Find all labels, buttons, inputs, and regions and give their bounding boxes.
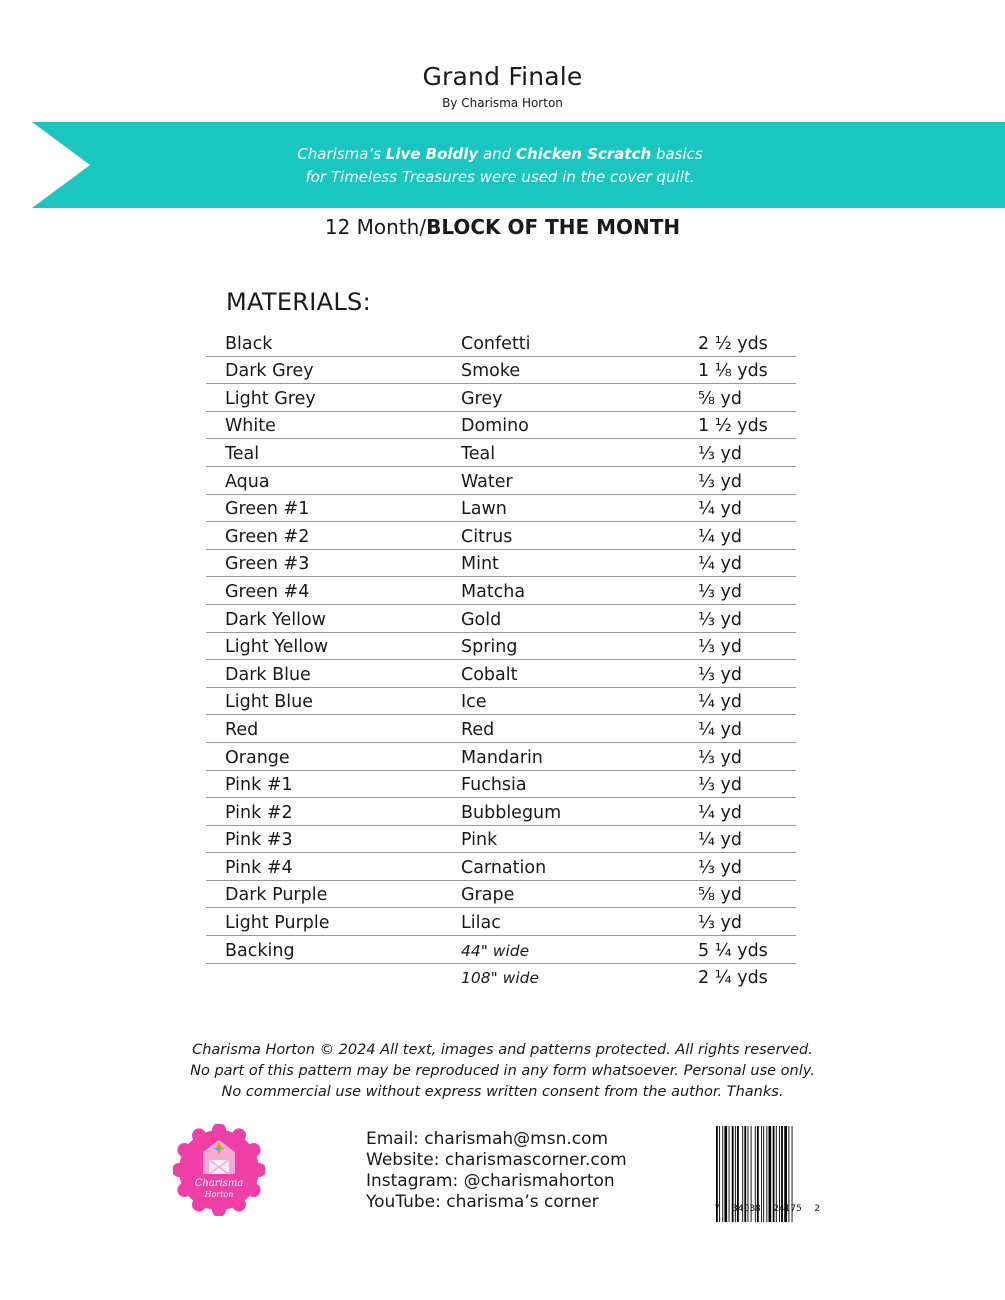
- material-amount-cell: ⅝ yd: [698, 388, 742, 409]
- material-fabric-cell: Confetti: [461, 333, 531, 354]
- material-color-cell: Pink #3: [225, 830, 293, 851]
- material-color-cell: Dark Purple: [225, 885, 328, 906]
- material-amount-cell: 2 ¼ yds: [698, 968, 768, 989]
- material-color-cell: White: [225, 416, 276, 437]
- material-color-cell: Backing: [225, 940, 295, 961]
- material-color-cell: Teal: [225, 443, 260, 464]
- copyright-notice: Charisma Horton © 2024 All text, images and patterns protected. All rights reserved. No part of this pattern may be reproduced in any form whatsoever. Personal use only. No commercial use without express written consent from the author. Thanks.: [190, 1042, 815, 1100]
- table-row: [206, 412, 796, 440]
- material-fabric-cell: Red: [461, 719, 495, 740]
- material-fabric-cell: Matcha: [461, 581, 526, 602]
- material-color-cell: Pink #4: [225, 857, 293, 878]
- material-fabric-cell: Lawn: [461, 499, 507, 520]
- banner-chicken-scratch: Chicken Scratch: [515, 145, 652, 163]
- charisma-horton-logo: [173, 1124, 265, 1216]
- table-row: [206, 605, 796, 633]
- barcode-number-mid1: 34038: [732, 1204, 761, 1214]
- material-color-cell: Green #3: [225, 554, 310, 575]
- material-color-cell: Light Blue: [225, 692, 313, 713]
- table-row: [206, 495, 796, 523]
- materials-table: [206, 329, 796, 990]
- material-amount-cell: ⅓ yd: [698, 664, 742, 685]
- banner-text: [190, 143, 810, 189]
- material-color-cell: Green #4: [225, 581, 310, 602]
- material-amount-cell: ¼ yd: [698, 802, 742, 823]
- material-color-cell: Dark Grey: [225, 361, 314, 382]
- table-row: [206, 577, 796, 605]
- material-color-cell: Green #2: [225, 526, 310, 547]
- table-row: [206, 798, 796, 826]
- banner-text-suffix: basics: [651, 145, 703, 163]
- table-row: [206, 660, 796, 688]
- material-amount-cell: ¼ yd: [698, 526, 742, 547]
- material-amount-cell: ¼ yd: [698, 554, 742, 575]
- material-fabric-cell: Lilac: [461, 913, 501, 934]
- banner-text-line2: for Timeless Treasures were used in the cover quilt.: [305, 168, 695, 186]
- author-byline: By Charisma Horton: [442, 96, 563, 110]
- material-amount-cell: ¼ yd: [698, 719, 742, 740]
- subheading: [0, 215, 1005, 239]
- table-row: [206, 936, 796, 964]
- material-amount-cell: ⅓ yd: [698, 747, 742, 768]
- material-fabric-cell: Grape: [461, 885, 515, 906]
- contact-instagram[interactable]: Instagram: @charismahorton: [366, 1171, 615, 1191]
- table-row: [206, 715, 796, 743]
- table-row: [206, 357, 796, 385]
- material-fabric-cell: 108" wide: [461, 969, 539, 988]
- table-row: [206, 908, 796, 936]
- material-fabric-cell: Domino: [461, 416, 529, 437]
- material-amount-cell: ¼ yd: [698, 830, 742, 851]
- material-fabric-cell: Ice: [461, 692, 487, 713]
- table-row: [206, 329, 796, 357]
- table-row: [206, 522, 796, 550]
- material-color-cell: Dark Blue: [225, 664, 311, 685]
- table-row: [206, 771, 796, 799]
- material-amount-cell: ⅓ yd: [698, 913, 742, 934]
- material-amount-cell: ⅓ yd: [698, 471, 742, 492]
- material-amount-cell: ⅓ yd: [698, 775, 742, 796]
- material-fabric-cell: Smoke: [461, 361, 521, 382]
- barcode-number-left: 7: [714, 1204, 720, 1214]
- material-fabric-cell: Mint: [461, 554, 499, 575]
- contact-website[interactable]: Website: charismascorner.com: [366, 1150, 627, 1170]
- logo-text-bottom: Horton: [204, 1190, 234, 1199]
- barcode-number-mid2: 24175: [773, 1204, 802, 1214]
- material-fabric-cell: Cobalt: [461, 664, 518, 685]
- barcode-number-right: 2: [814, 1204, 820, 1214]
- material-color-cell: Pink #1: [225, 775, 293, 796]
- table-row: [206, 467, 796, 495]
- materials-heading: MATERIALS:: [226, 288, 371, 316]
- material-color-cell: Aqua: [225, 471, 270, 492]
- material-fabric-cell: 44" wide: [461, 941, 530, 960]
- material-color-cell: Red: [225, 719, 259, 740]
- table-row: [206, 633, 796, 661]
- material-fabric-cell: Teal: [461, 443, 496, 464]
- contact-info: [366, 1129, 627, 1213]
- subheading-prefix: 12 Month/: [324, 215, 427, 239]
- table-row: [206, 853, 796, 881]
- subheading-bold: BLOCK OF THE MONTH: [426, 215, 681, 239]
- material-fabric-cell: Fuchsia: [461, 775, 527, 796]
- material-color-cell: Light Purple: [225, 913, 330, 934]
- banner-text-mid: and: [478, 145, 516, 163]
- table-row: [206, 826, 796, 854]
- material-fabric-cell: Gold: [461, 609, 502, 630]
- material-fabric-cell: Spring: [461, 637, 518, 658]
- contact-email[interactable]: Email: charismah@msn.com: [366, 1129, 609, 1149]
- material-fabric-cell: Citrus: [461, 526, 513, 547]
- contact-youtube[interactable]: YouTube: charisma’s corner: [366, 1192, 599, 1212]
- material-fabric-cell: Pink: [461, 830, 498, 851]
- material-amount-cell: ⅓ yd: [698, 443, 742, 464]
- material-fabric-cell: Mandarin: [461, 747, 543, 768]
- page-title: Grand Finale: [422, 62, 583, 91]
- material-color-cell: Orange: [225, 747, 290, 768]
- banner-live-boldly: Live Boldly: [385, 145, 479, 163]
- table-row: [206, 743, 796, 771]
- material-amount-cell: ⅓ yd: [698, 609, 742, 630]
- table-row: [206, 688, 796, 716]
- barcode-numbers: [714, 1204, 820, 1214]
- material-amount-cell: 5 ¼ yds: [698, 940, 768, 961]
- material-amount-cell: 2 ½ yds: [698, 333, 768, 354]
- material-color-cell: Light Yellow: [225, 637, 329, 658]
- table-row: [206, 439, 796, 467]
- table-row: [206, 384, 796, 412]
- material-amount-cell: 1 ½ yds: [698, 416, 768, 437]
- material-amount-cell: ⅓ yd: [698, 581, 742, 602]
- material-color-cell: Black: [225, 333, 273, 354]
- material-amount-cell: ⅓ yd: [698, 637, 742, 658]
- material-color-cell: Dark Yellow: [225, 609, 326, 630]
- table-row: [206, 881, 796, 909]
- material-amount-cell: ⅓ yd: [698, 857, 742, 878]
- material-color-cell: Green #1: [225, 499, 310, 520]
- material-color-cell: Pink #2: [225, 802, 293, 823]
- material-fabric-cell: Bubblegum: [461, 802, 562, 823]
- material-color-cell: Light Grey: [225, 388, 316, 409]
- material-fabric-cell: Water: [461, 471, 513, 492]
- table-row: [206, 964, 796, 991]
- material-amount-cell: ¼ yd: [698, 692, 742, 713]
- logo-text-top: Charisma: [194, 1178, 244, 1189]
- material-fabric-cell: Carnation: [461, 857, 547, 878]
- table-row: [206, 550, 796, 578]
- banner-text-prefix: Charisma’s: [297, 145, 386, 163]
- material-fabric-cell: Grey: [461, 388, 503, 409]
- material-amount-cell: ⅝ yd: [698, 885, 742, 906]
- material-amount-cell: ¼ yd: [698, 499, 742, 520]
- material-amount-cell: 1 ⅛ yds: [698, 361, 768, 382]
